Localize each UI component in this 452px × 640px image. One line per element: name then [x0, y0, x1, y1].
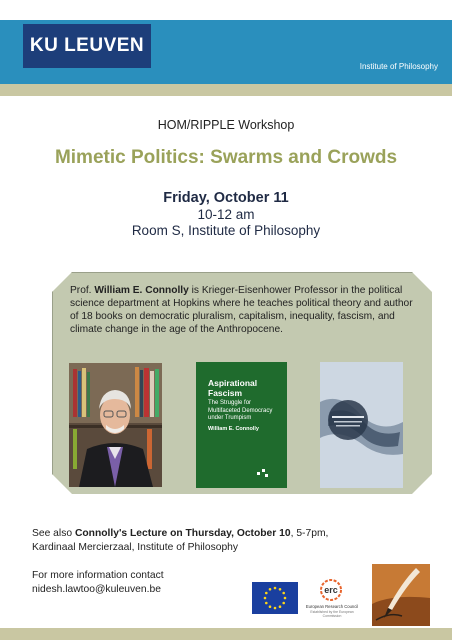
eu-stars-icon — [252, 582, 298, 614]
see-also-suffix: , 5-7pm, — [290, 528, 329, 539]
event-title: Mimetic Politics: Swarms and Crowds — [54, 147, 398, 168]
see-also-line2: Kardinaal Mercierzaal, Institute of Philosophy — [32, 542, 239, 553]
contact-line: For more information contact — [32, 570, 164, 581]
workshop-label: HOM/RIPPLE Workshop — [157, 118, 295, 132]
logo-text: KU LEUVEN — [29, 35, 145, 56]
top-strip — [0, 0, 452, 20]
header-band — [0, 84, 452, 96]
book-title — [208, 378, 257, 398]
erc-name: European Research Council — [305, 604, 359, 609]
bio-text: is Krieger-Eisenhower Professor in the political science department at Hopkins where he teaches political theory and author of 18 books on democratic pluralism, capitalism, inequality, fascism, and climate change in the age of the Anthropocene. — [70, 285, 413, 335]
bio-prefix: Prof. — [70, 285, 95, 296]
publisher-mark-icon — [256, 466, 270, 478]
lecture-highlight: Connolly's Lecture on Thursday, October 10 — [74, 528, 291, 539]
speaker-name: William E. Connolly — [94, 285, 189, 296]
book-title-line1: Aspirational — [208, 378, 258, 388]
quill-pen-icon — [372, 564, 430, 626]
erc-logo — [304, 578, 360, 618]
contact-email[interactable]: nidesh.lawtoo@kuleuven.be — [32, 584, 161, 595]
ku-leuven-logo — [23, 24, 151, 68]
book-subtitle: The Struggle for Multifaceted Democracy under Trumpism — [208, 400, 273, 421]
book-author: William E. Connolly — [208, 426, 259, 432]
book-cover-swarm — [320, 362, 403, 488]
institute-label: Institute of Philosophy — [359, 62, 438, 71]
event-time: 10-12 am — [197, 207, 255, 222]
speaker-portrait-illustration — [69, 363, 162, 487]
book-title-line2: Fascism — [208, 388, 243, 398]
erc-ring-icon — [316, 578, 346, 602]
erc-subtitle: Established by the European Commission — [310, 610, 354, 618]
event-details — [0, 190, 452, 238]
eu-flag-logo — [252, 582, 298, 614]
speaker-photo — [69, 363, 162, 487]
contact-info — [32, 569, 272, 597]
event-room: Room S, Institute of Philosophy — [131, 223, 321, 238]
book-cover-aspirational-fascism — [196, 362, 287, 488]
speaker-bio — [70, 284, 420, 336]
see-also-prefix: See also — [32, 528, 75, 539]
see-also-note — [32, 527, 432, 555]
footer-band — [0, 628, 452, 640]
starling-swarm-illustration — [320, 362, 403, 488]
event-day: Friday, October 11 — [163, 190, 289, 206]
see-also-line1 — [32, 527, 432, 541]
svg-text:erc: erc — [324, 585, 338, 595]
pen-logo — [372, 564, 430, 626]
